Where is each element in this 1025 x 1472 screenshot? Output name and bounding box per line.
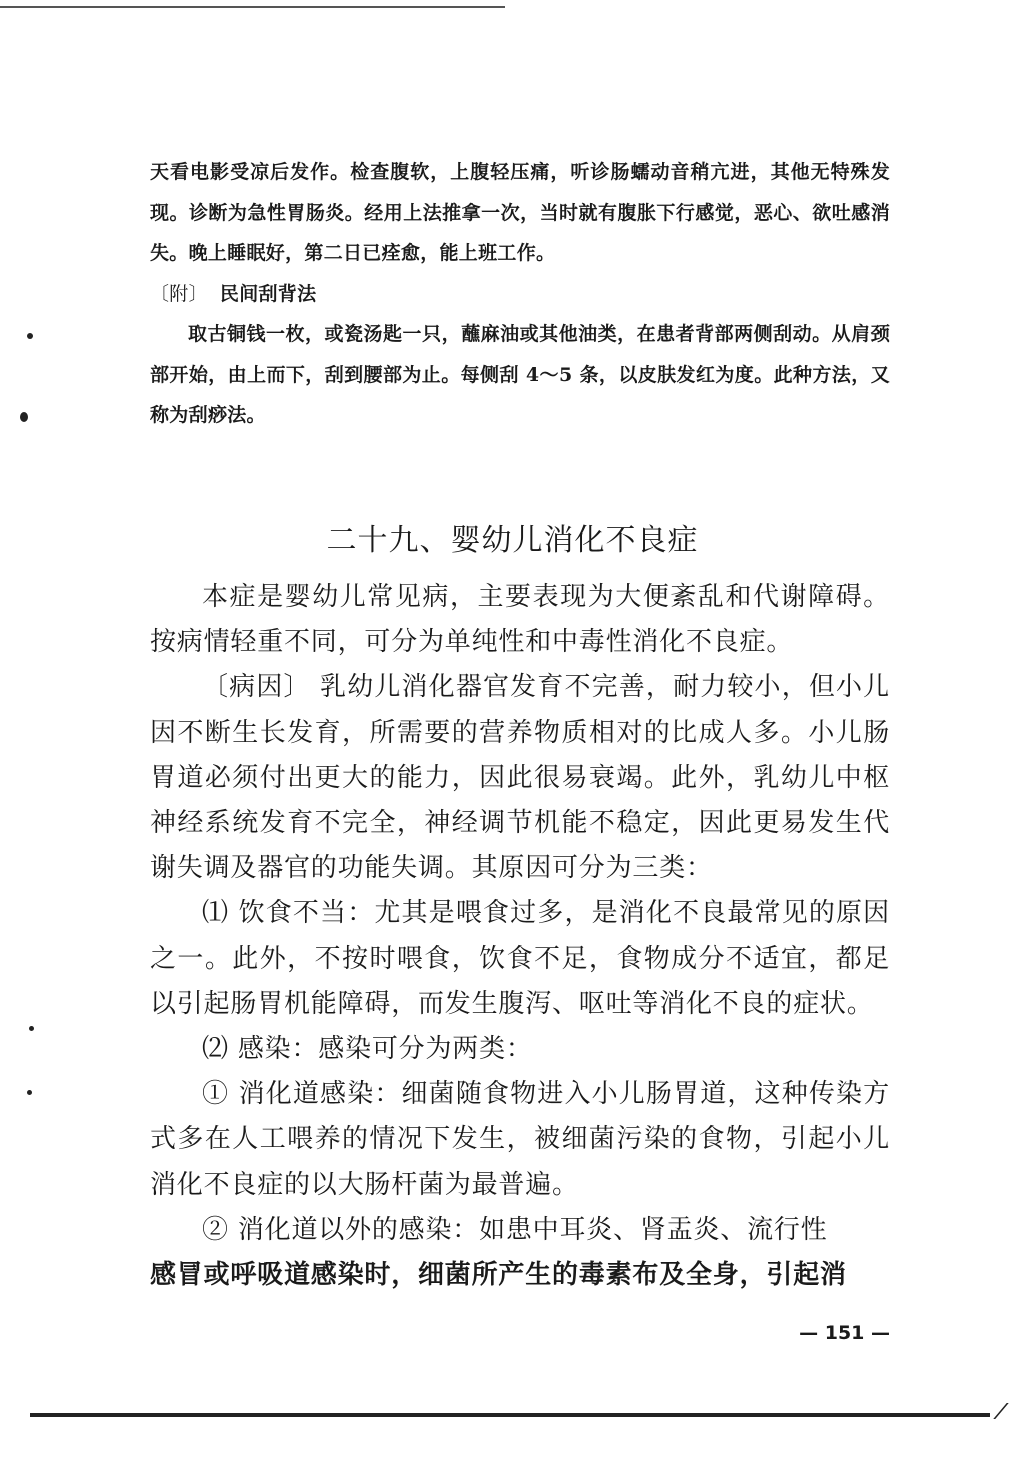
top-edge-line	[0, 6, 505, 8]
appendix-paragraph: 取古铜钱一枚，或瓷汤匙一只，蘸麻油或其他油类，在患者背部两侧刮动。从肩颈部开始，由上而下，刮到腰部为止。每侧刮 4～5 条，以皮肤发红为度。此种方法，又称为刮痧法。	[150, 323, 890, 426]
intro-paragraph: 本症是婴幼儿常见病，主要表现为大便紊乱和代谢障碍。按病情轻重不同，可分为单纯性和中毒性消化不良症。	[150, 582, 890, 658]
item-diet-paragraph: ⑴ 饮食不当：尤其是喂食过多，是消化不良最常见的原因之一。此外，不按时喂食，饮食不足，食物成分不适宜，都足以引起肠胃机能障碍，而发生腹泻、呕吐等消化不良的症状。	[150, 898, 890, 1019]
cause-paragraph: 〔病因〕 乳幼儿消化器官发育不完善，耐力较小，但小儿因不断生长发育，所需要的营养物质相对的比成人多。小儿肠胃道必须付出更大的能力，因此很易衰竭。此外，乳幼儿中枢神经系统发育不完全，神经调节机能不稳定，因此更易发生代谢失调及器官的功能失调。其原因可分为三类：	[150, 672, 890, 884]
page-number: — 151 —	[799, 1322, 890, 1344]
margin-speck	[29, 1026, 34, 1031]
bottom-edge-line	[30, 1413, 990, 1417]
continued-text-block	[150, 152, 890, 436]
margin-speck	[27, 1090, 32, 1095]
subitem-digestive-infection: ① 消化道感染：细菌随食物进入小儿肠胃道，这种传染方式多在人工喂养的情况下发生，被细菌污染的食物，引起小儿消化不良症的以大肠杆菌为最普遍。	[150, 1079, 890, 1200]
subitem-other-infection-line2: 感冒或呼吸道感染时，细菌所产生的毒素布及全身，引起消	[150, 1260, 847, 1291]
main-text-block	[150, 575, 890, 1298]
appendix-heading	[150, 274, 890, 315]
section-title: 二十九、婴幼儿消化不良症	[326, 523, 699, 558]
margin-speck	[27, 333, 33, 339]
appendix-tag: 〔附〕	[150, 282, 208, 305]
margin-speck	[20, 412, 28, 422]
subitem-other-infection-line1: ② 消化道以外的感染：如患中耳炎、肾盂炎、流行性	[202, 1214, 828, 1245]
item-infection-paragraph: ⑵ 感染：感染可分为两类：	[202, 1034, 533, 1065]
appendix-title: 民间刮背法	[219, 282, 317, 305]
continued-paragraph: 天看电影受凉后发作。检查腹软，上腹轻压痛，听诊肠蠕动音稍亢进，其他无特殊发现。诊断为急性胃肠炎。经用上法推拿一次，当时就有腹胀下行感觉，恶心、欲吐感消失。晚上睡眠好，第二日已痊愈，能上班工作。	[150, 161, 890, 264]
